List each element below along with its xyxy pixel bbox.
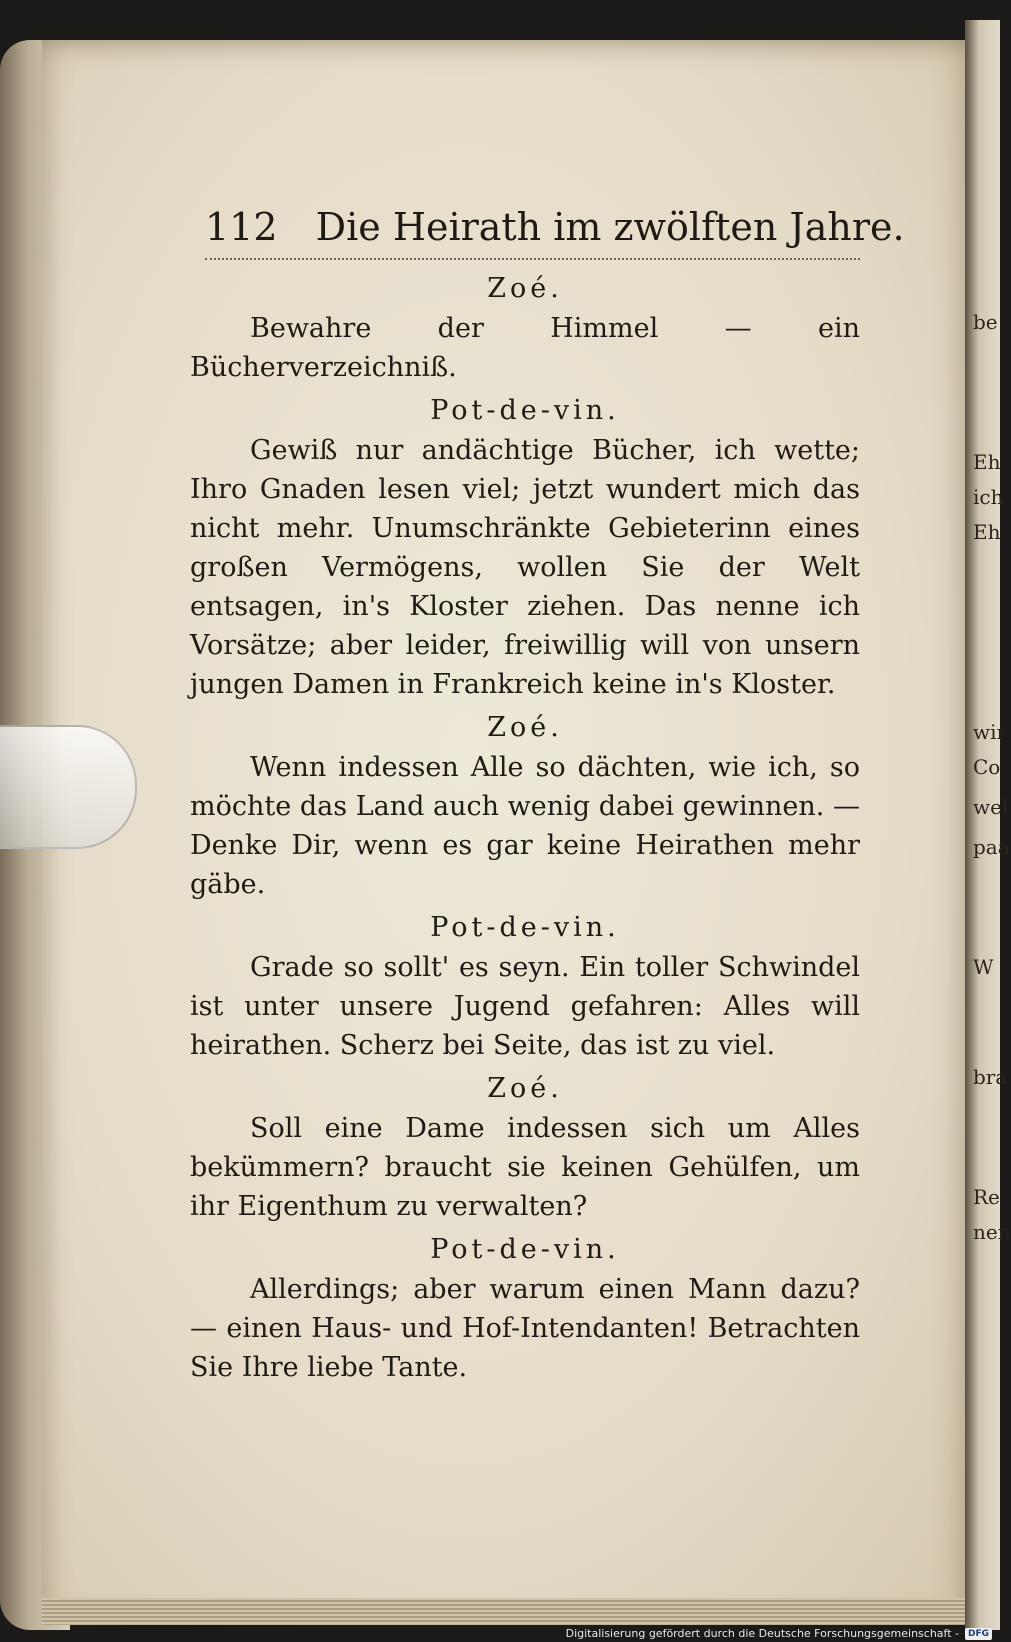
dialogue-paragraph: Wenn indessen Alle so dächten, wie ich, so möchte das Land auch wenig dabei gewinnen. — Denke Dir, wenn es gar keine Heirathen mehr gäbe.: [190, 752, 860, 900]
header-rule: [205, 250, 860, 260]
speaker-label: Pot-de-vin.: [430, 912, 620, 943]
adjacent-page: [965, 20, 1011, 1630]
page-number: 112: [205, 205, 278, 249]
body-text: [190, 265, 860, 1387]
dialogue-paragraph: Bewahre der Himmel — ein Bücherverzeichniß.: [190, 313, 860, 383]
adjacent-fragment: Eh: [973, 520, 1001, 544]
adjacent-fragment: nen: [973, 1220, 1011, 1244]
speaker-label: Pot-de-vin.: [430, 395, 620, 426]
adjacent-fragment: ich: [973, 485, 1004, 509]
speaker-label: Zoé.: [487, 1073, 563, 1104]
page-stack-edge: [42, 1598, 982, 1624]
adjacent-fragment: paa: [973, 835, 1010, 859]
adjacent-fragment: W: [973, 955, 994, 979]
dialogue-paragraph: Soll eine Dame indessen sich um Alles bekümmern? braucht sie keinen Gehülfen, um ihr Eigenthum zu verwalten?: [190, 1113, 860, 1222]
dialogue-paragraph: Grade so sollt' es seyn. Ein toller Schwindel ist unter unsere Jugend gefahren: Alles will heirathen. Scherz bei Seite, das ist zu viel.: [190, 952, 860, 1061]
adjacent-fragment: bra: [973, 1065, 1008, 1089]
dialogue-paragraph: Allerdings; aber warum einen Mann dazu? — einen Haus- und Hof-Intendanten! Betrachten Sie Ihre liebe Tante.: [190, 1274, 860, 1383]
adjacent-fragment: Eh: [973, 450, 1001, 474]
dfg-logo: DFG: [965, 1628, 992, 1640]
footer-text: Digitalisierung gefördert durch die Deutsche Forschungsgemeinschaft -: [565, 1627, 959, 1640]
adjacent-fragment: wel: [973, 795, 1009, 819]
adjacent-fragment: be: [973, 310, 998, 334]
page-clip: [0, 725, 137, 849]
speaker-label: Zoé.: [487, 712, 563, 743]
speaker-label: Pot-de-vin.: [430, 1234, 620, 1265]
page-header: [205, 205, 905, 255]
adjacent-fragment: Co: [973, 755, 1001, 779]
dialogue-paragraph: Gewiß nur andächtige Bücher, ich wette; Ihro Gnaden lesen viel; jetzt wundert mich das nicht mehr. Unumschränkte Gebieterinn eines großen Vermögens, wollen Sie der Welt entsagen, in's Kloster ziehen. Das nenne ich Vorsätze; aber leider, freiwillig will von unsern jungen Damen in Frankreich keine in's Kloster.: [190, 435, 860, 700]
digitization-footer: [566, 1625, 992, 1642]
speaker-label: Zoé.: [487, 273, 563, 304]
adjacent-fragment: wir: [973, 720, 1007, 744]
adjacent-fragment: Re: [973, 1185, 1000, 1209]
running-title: Die Heirath im zwölften Jahre.: [315, 205, 905, 249]
